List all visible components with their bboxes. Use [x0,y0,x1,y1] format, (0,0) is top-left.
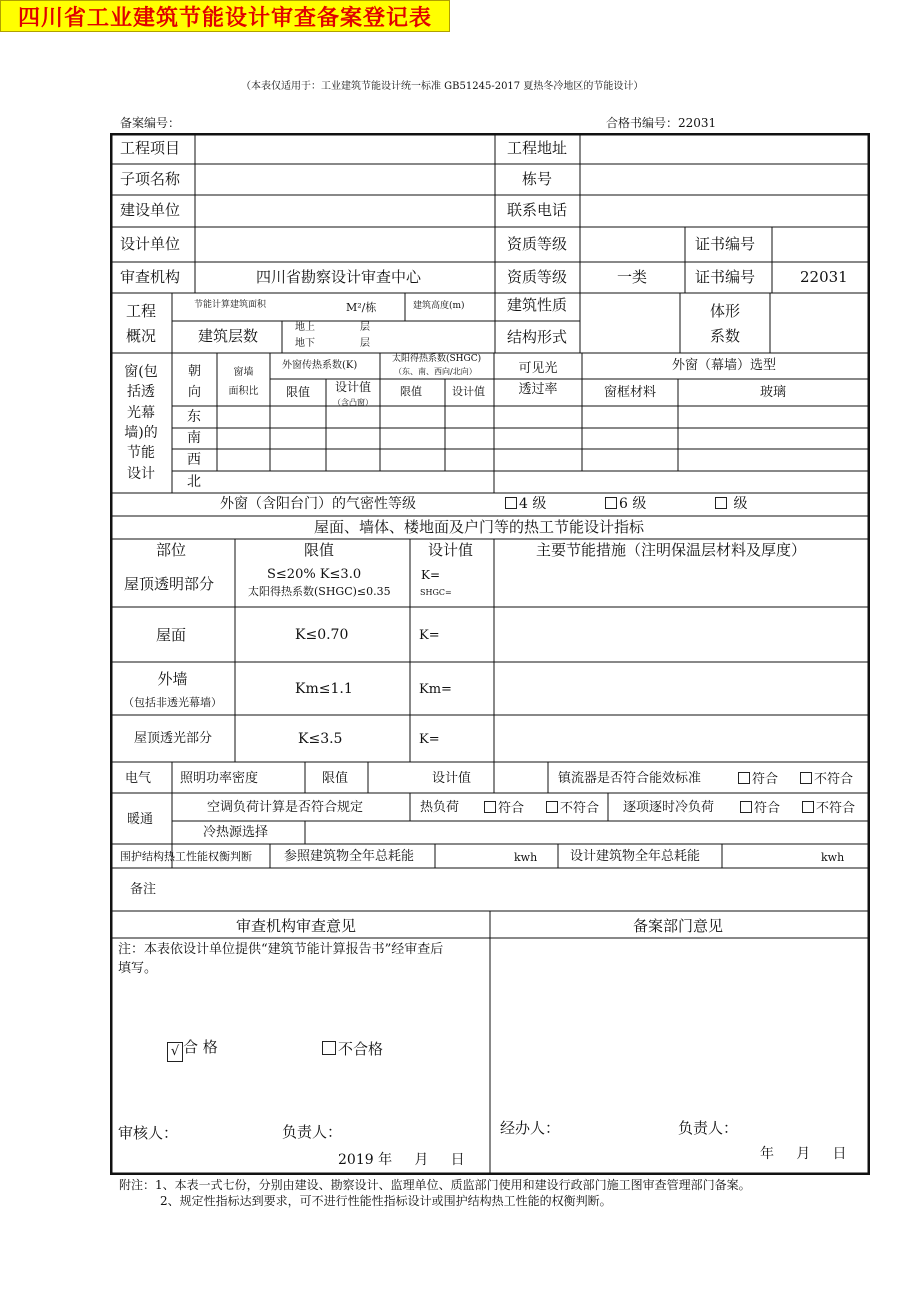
grade-6-checkbox[interactable] [605,497,617,509]
lighting-limit-label: 限值 [322,771,349,786]
opinion-note-line2: 填写。 [118,961,158,976]
certificate-number-label: 合格书编号：22031 [606,116,717,130]
reviewer-value: 四川省勘察设计审查中心 [256,268,422,286]
phone-label: 联系电话 [507,201,568,219]
roof-transparent-limit: S≤20% K≤3.0 [267,567,362,582]
glass-header: 玻璃 [760,385,787,400]
k-design-header: 设计值 （含凸窗） [333,379,373,407]
airtightness-grade-4[interactable]: 4 级 [505,497,546,511]
exterior-wall-label: 外墙 （包括非透光幕墙） [123,669,222,709]
registration-form-table [110,133,870,1175]
ballast-no-checkbox[interactable] [800,772,812,784]
visible-transmittance-header: 可见光 透过率 [518,361,558,397]
electric-label: 电气 [125,771,152,786]
review-opinion-title: 审查机构审查意见 [236,917,357,935]
handler-label: 经办人： [500,1119,561,1137]
orientation-east: 东 [187,409,201,425]
form-title: 四川省工业建筑节能设计审查备案登记表 [0,0,450,32]
roof-label: 屋面 [156,626,187,644]
balance-judgment-label: 围护结构热工性能权衡判断 [120,850,252,863]
ballast-yes-option[interactable]: 符合 [738,772,778,786]
shgc-subheader: （东、南、西向/北向） [394,367,477,376]
shgc-design-header: 设计值 [452,385,485,398]
col-design-header: 设计值 [428,541,474,559]
remarks-label: 备注 [130,882,157,897]
fail-checkbox[interactable] [322,1041,336,1055]
structure-label: 结构形式 [507,328,568,346]
reviewer-certificate-label: 证书编号 [695,268,756,286]
grade-4-checkbox[interactable] [505,497,517,509]
overview-label: 工程 概况 [125,302,156,345]
pass-checkbox[interactable]: √ [167,1042,183,1062]
window-wall-ratio-header: 窗墙 面积比 [228,366,259,397]
below-floor-unit: 层 [360,338,370,349]
area-unit-label: M²/栋 [346,301,377,314]
grade-other-checkbox[interactable] [715,497,727,509]
airtightness-grade-other[interactable]: 级 [715,497,747,511]
reference-energy-label: 参照建筑物全年总耗能 [284,849,415,864]
orientation-header: 朝 向 [187,363,201,400]
cooling-load-yes-option[interactable]: 符合 [740,801,780,815]
above-floor-unit: 层 [360,322,370,333]
review-leader-label: 负责人： [282,1123,343,1141]
wall-design: Km= [419,682,452,697]
record-number-label: 备案编号： [120,116,181,130]
roof-transparent-shgc-limit: 太阳得热系数(SHGC)≤0.35 [248,585,391,598]
col-limit-header: 限值 [304,541,335,559]
reference-energy-unit: kwh [514,851,538,864]
window-section-label: 窗(包 括透 光幕 墙)的 节能 设计 [124,364,158,482]
form-grid-lines [110,133,870,1175]
owner-label: 建设单位 [120,201,181,219]
record-date: 年 月 日 [760,1146,847,1162]
k-limit-header: 限值 [286,385,311,399]
reviewer-label: 审查机构 [120,268,181,286]
frame-material-header: 窗框材料 [604,385,657,400]
designer-qualification-label: 资质等级 [507,235,568,253]
floors-label: 建筑层数 [198,327,259,345]
cooling-load-yes-checkbox[interactable] [740,801,752,813]
heat-load-yes-option[interactable]: 符合 [484,801,524,815]
hvac-label: 暖通 [127,812,154,827]
below-ground-label: 地下 [295,338,315,349]
heat-load-no-option[interactable]: 不符合 [546,801,599,815]
window-type-header: 外窗（幕墙）选型 [672,358,777,373]
airtightness-grade-6[interactable]: 6 级 [605,497,646,511]
shgc-header: 太阳得热系数(SHGC) [392,354,482,364]
roof-translucent-label: 屋顶透光部分 [134,731,213,746]
footer-note-2: 2、规定性指标达到要求，可不进行性能性指标设计或围护结构热工性能的权衡判断。 [160,1194,612,1208]
building-no-label: 栋号 [522,170,553,188]
building-height-label: 建筑高度(m) [413,301,465,311]
roof-limit: K≤0.70 [295,627,349,643]
record-leader-label: 负责人： [678,1119,739,1137]
building-nature-label: 建筑性质 [507,296,568,314]
heat-source-label: 冷热源选择 [203,825,269,840]
heat-load-label: 热负荷 [420,800,460,815]
orientation-west: 西 [187,452,201,468]
fail-option[interactable]: 不合格 [322,1041,383,1057]
orientation-south: 南 [187,430,201,446]
reviewer-qualification-label: 资质等级 [507,268,568,286]
roof-translucent-limit: K≤3.5 [298,731,343,747]
opinion-note-line1: 注：本表依设计单位提供“建筑节能计算报告书”经审查后 [118,942,444,957]
cooling-load-no-option[interactable]: 不符合 [802,801,855,815]
roof-design: K= [419,628,440,643]
address-label: 工程地址 [507,139,568,157]
design-energy-label: 设计建筑物全年总耗能 [570,849,701,864]
reviewer-certificate-value: 22031 [800,268,848,286]
lighting-density-label: 照明功率密度 [180,771,259,786]
ballast-yes-checkbox[interactable] [738,772,750,784]
roof-transparent-design-shgc: SHGC= [420,588,452,597]
design-energy-unit: kwh [821,851,845,864]
footer-note-1: 附注：1、本表一式七份，分别由建设、勘察设计、监理单位、质监部门使用和建设行政部门施工图审查管理部门备案。 [119,1178,751,1192]
k-value-header: 外窗传热系数(K) [282,360,358,371]
orientation-north: 北 [187,474,201,490]
roof-transparent-label: 屋顶透明部分 [124,575,215,593]
ballast-question: 镇流器是否符合能效标准 [558,771,702,786]
pass-option[interactable]: √ 合 格 [167,1040,218,1062]
reviewer-qualification-value: 一类 [617,268,648,286]
form-subtitle: （本表仅适用于：工业建筑节能设计统一标准 GB51245-2017 夏热冬冷地区的节能设计） [241,81,644,92]
project-label: 工程项目 [120,139,181,157]
review-date: 2019 年 月 日 [338,1152,465,1168]
col-measures-header: 主要节能措施（注明保温层材料及厚度） [536,541,807,559]
designer-label: 设计单位 [120,235,181,253]
col-part-header: 部位 [156,541,187,559]
hourly-cooling-load-label: 逐项逐时冷负荷 [623,800,715,815]
above-ground-label: 地上 [295,322,315,333]
roof-translucent-design: K= [419,732,440,747]
lighting-design-label: 设计值 [432,771,472,786]
auditor-label: 审核人： [118,1124,179,1142]
thermal-section-title: 屋面、墙体、楼地面及户门等的热工节能设计指标 [314,518,645,536]
subitem-label: 子项名称 [120,170,181,188]
shgc-limit-header: 限值 [400,385,422,398]
wall-limit: Km≤1.1 [295,681,353,697]
shape-coefficient-label: 体形 系数 [709,302,740,345]
cooling-load-no-checkbox[interactable] [802,801,814,813]
heat-load-no-checkbox[interactable] [546,801,558,813]
roof-transparent-design-k: K= [421,568,441,582]
airtightness-label: 外窗（含阳台门）的气密性等级 [220,496,416,512]
ballast-no-option[interactable]: 不符合 [800,772,853,786]
designer-certificate-label: 证书编号 [695,235,756,253]
calc-area-label: 节能计算建筑面积 [194,300,267,310]
load-calc-question: 空调负荷计算是否符合规定 [207,800,364,815]
heat-load-yes-checkbox[interactable] [484,801,496,813]
record-opinion-title: 备案部门意见 [633,917,724,935]
